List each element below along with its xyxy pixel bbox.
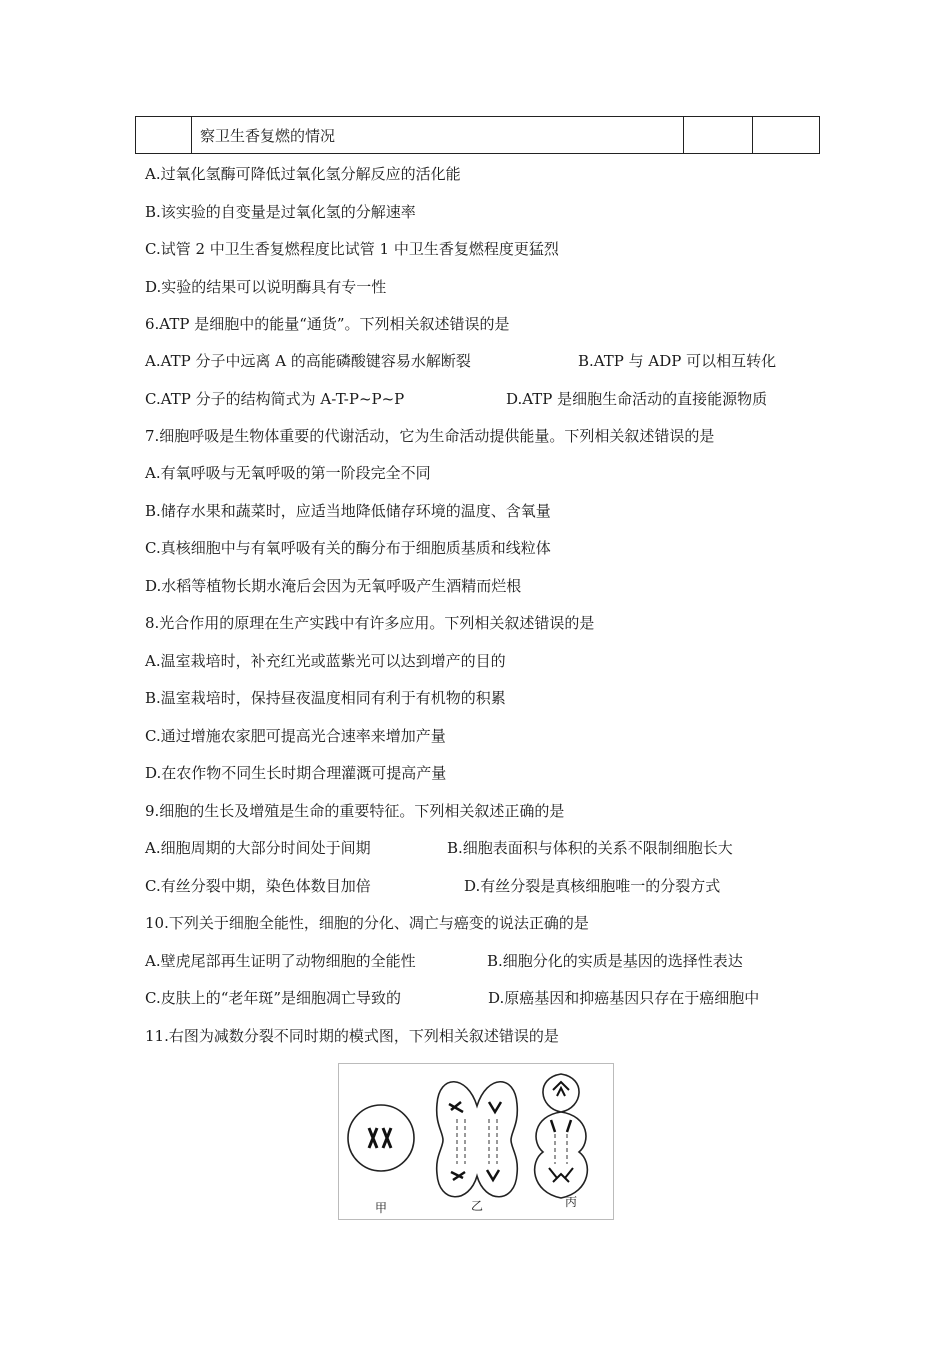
- table-cell-empty: [753, 117, 820, 154]
- q8-option-b: B.温室栽培时，保持昼夜温度相同有利于有机物的积累: [145, 689, 506, 707]
- q10-option-c: C.皮肤上的“老年斑”是细胞凋亡导致的: [145, 989, 402, 1007]
- q10-options-row1: [145, 951, 743, 971]
- q10-option-d: D.原癌基因和抑癌基因只存在于癌细胞中: [488, 989, 760, 1007]
- meiosis-figure: [338, 1063, 614, 1220]
- q7-option-d: D.水稻等植物长期水淹后会因为无氧呼吸产生酒精而烂根: [145, 577, 522, 595]
- q6-options-row2: [145, 389, 768, 409]
- q5-option-d: D.实验的结果可以说明酶具有专一性: [145, 278, 387, 296]
- q6-option-a: A.ATP 分子中远离 A 的高能磷酸键容易水解断裂: [145, 352, 471, 370]
- q5-option-c: C.试管 2 中卫生香复燃程度比试管 1 中卫生香复燃程度更猛烈: [145, 240, 559, 258]
- q10-options-row2: [145, 988, 760, 1008]
- table-cell-empty: [136, 117, 192, 154]
- q8-option-d: D.在农作物不同生长时期合理灌溉可提高产量: [145, 764, 447, 782]
- experiment-table-row: [135, 116, 820, 154]
- q9-options-row1: [145, 838, 733, 858]
- q6-options-row1: [145, 351, 777, 371]
- q10-option-b: B.细胞分化的实质是基因的选择性表达: [487, 952, 743, 970]
- q9-options-row2: [145, 876, 721, 896]
- cell-jia: [348, 1105, 414, 1171]
- q7-option-b: B.储存水果和蔬菜时，应适当地降低储存环境的温度、含氧量: [145, 502, 551, 520]
- label-yi: 乙: [471, 1199, 484, 1213]
- q11-stem: 11.右图为减数分裂不同时期的模式图，下列相关叙述错误的是: [145, 1027, 559, 1045]
- q5-option-a: A.过氧化氢酶可降低过氧化氢分解反应的活化能: [145, 165, 461, 183]
- q5-option-b: B.该实验的自变量是过氧化氢的分解速率: [145, 203, 416, 221]
- label-jia: 甲: [375, 1201, 388, 1215]
- table-cell-text: 察卫生香复燃的情况: [192, 117, 684, 154]
- table-cell-empty: [684, 117, 753, 154]
- q9-option-a: A.细胞周期的大部分时间处于间期: [145, 839, 371, 857]
- q6-option-b: B.ATP 与 ADP 可以相互转化: [578, 352, 777, 370]
- q7-option-a: A.有氧呼吸与无氧呼吸的第一阶段完全不同: [145, 464, 431, 482]
- q7-stem: 7.细胞呼吸是生物体重要的代谢活动，它为生命活动提供能量。下列相关叙述错误的是: [145, 427, 715, 445]
- q6-option-c: C.ATP 分子的结构简式为 A-T-P~P~P: [145, 390, 405, 408]
- cell-bing: [535, 1074, 588, 1198]
- q9-option-c: C.有丝分裂中期，染色体数目加倍: [145, 877, 371, 895]
- q7-option-c: C.真核细胞中与有氧呼吸有关的酶分布于细胞质基质和线粒体: [145, 539, 551, 557]
- q8-option-c: C.通过增施农家肥可提高光合速率来增加产量: [145, 727, 446, 745]
- cell-yi: [437, 1082, 518, 1197]
- label-bing: 丙: [565, 1195, 578, 1209]
- q6-option-d: D.ATP 是细胞生命活动的直接能源物质: [506, 390, 768, 408]
- q9-option-b: B.细胞表面积与体积的关系不限制细胞长大: [447, 839, 733, 857]
- q6-stem: 6.ATP 是细胞中的能量“通货”。下列相关叙述错误的是: [145, 315, 510, 333]
- q8-option-a: A.温室栽培时，补充红光或蓝紫光可以达到增产的目的: [145, 652, 506, 670]
- q9-option-d: D.有丝分裂是真核细胞唯一的分裂方式: [464, 877, 721, 895]
- q10-option-a: A.壁虎尾部再生证明了动物细胞的全能性: [145, 952, 416, 970]
- q10-stem: 10.下列关于细胞全能性，细胞的分化、凋亡与癌变的说法正确的是: [145, 914, 589, 932]
- q9-stem: 9.细胞的生长及增殖是生命的重要特征。下列相关叙述正确的是: [145, 802, 565, 820]
- q8-stem: 8.光合作用的原理在生产实践中有许多应用。下列相关叙述错误的是: [145, 614, 595, 632]
